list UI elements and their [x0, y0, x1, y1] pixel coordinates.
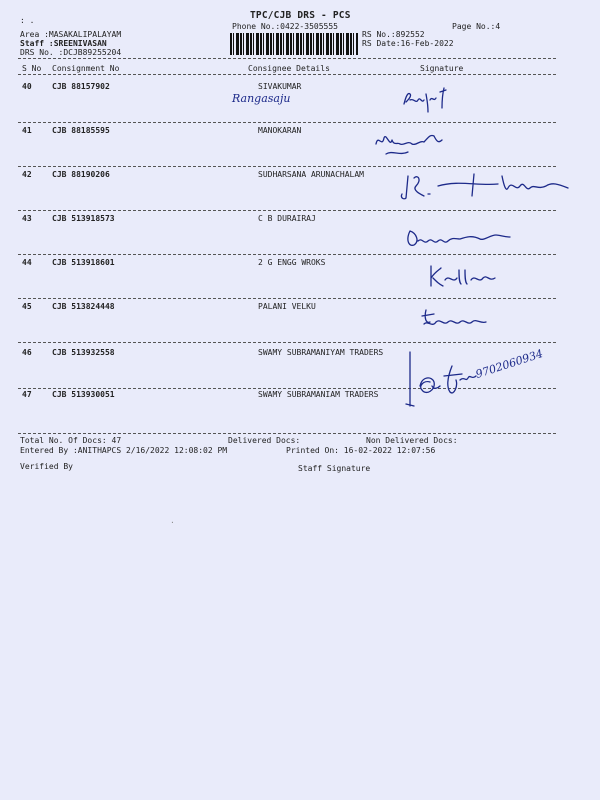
- row-serial-number: 47: [22, 390, 32, 399]
- signature-44: [425, 262, 515, 290]
- row-serial-number: 45: [22, 302, 32, 311]
- row-serial-number: 44: [22, 258, 32, 267]
- row-consignee-name: PALANI VELKU: [258, 302, 316, 311]
- signature-45: [420, 306, 500, 332]
- row-consignee-name: SWAMY SUBRAMANIAM TRADERS: [258, 390, 379, 399]
- document-title: TPC/CJB DRS - PCS: [250, 10, 351, 21]
- row-consignee-name: SUDHARSANA ARUNACHALAM: [258, 170, 364, 179]
- column-header-divider: [18, 74, 556, 75]
- phone-number: Phone No.:0422-3505555: [232, 22, 338, 31]
- row-consignment-number: CJB 513930051: [52, 390, 115, 399]
- col-header-consignee: Consignee Details: [248, 64, 330, 73]
- row-divider: [18, 122, 556, 123]
- row-consignee-name: SWAMY SUBRAMANIYAM TRADERS: [258, 348, 384, 357]
- row-consignee-name: MANOKARAN: [258, 126, 302, 135]
- row-serial-number: 41: [22, 126, 32, 135]
- signature-46-47: [396, 346, 586, 412]
- row-consignment-number: CJB 513918601: [52, 258, 115, 267]
- rs-number: RS No.:892552: [362, 30, 425, 39]
- row-consignment-number: CJB 88185595: [52, 126, 110, 135]
- signature-43: [400, 225, 520, 255]
- handwritten-phone-note: 9702060934: [473, 347, 545, 381]
- row-serial-number: 46: [22, 348, 32, 357]
- drs-number: DRS No. :DCJB89255204: [20, 48, 122, 57]
- col-header-sno: S No: [22, 64, 42, 73]
- col-header-signature: Signature: [420, 64, 464, 73]
- area-label: Area :MASAKALIPALAYAM: [20, 30, 122, 39]
- header-divider: [18, 58, 556, 59]
- row-consignment-number: CJB 513932558: [52, 348, 115, 357]
- row-serial-number: 40: [22, 82, 32, 91]
- row-consignee-name: C B DURAIRAJ: [258, 214, 316, 223]
- row-divider: [18, 210, 556, 211]
- footer-divider: [18, 433, 556, 434]
- row-serial-number: 43: [22, 214, 32, 223]
- row-serial-number: 42: [22, 170, 32, 179]
- row-consignee-name: SIVAKUMAR: [258, 82, 302, 91]
- row-consignment-number: CJB 88190206: [52, 170, 110, 179]
- verified-by-label: Verified By: [20, 462, 73, 471]
- total-docs: Total No. Of Docs: 47: [20, 436, 122, 445]
- col-header-consignment: Consignment No: [52, 64, 120, 73]
- row-consignee-name: 2 G ENGG WROKS: [258, 258, 326, 267]
- signature-41: [368, 128, 478, 162]
- row-divider: [18, 298, 556, 299]
- non-delivered-docs: Non Delivered Docs:: [366, 436, 458, 445]
- rs-date: RS Date:16-Feb-2022: [362, 39, 454, 48]
- staff-label: Staff :SREENIVASAN: [20, 39, 107, 48]
- row-consignment-number: CJB 88157902: [52, 82, 110, 91]
- entered-by: Entered By :ANITHAPCS 2/16/2022 12:08:02 PM: [20, 446, 228, 455]
- barcode: [230, 33, 358, 55]
- row-divider: [18, 342, 556, 343]
- staff-signature-label: Staff Signature: [298, 464, 371, 473]
- signature-42: [398, 166, 578, 206]
- page-number: Page No.:4: [452, 22, 501, 31]
- handwritten-receiver-name: Rangasaju: [232, 92, 291, 105]
- signature-40: [400, 86, 480, 116]
- row-consignment-number: CJB 513824448: [52, 302, 115, 311]
- speck-mark: ·: [170, 518, 175, 527]
- corner-mark: : .: [20, 16, 35, 25]
- delivered-docs: Delivered Docs:: [228, 436, 301, 445]
- row-consignment-number: CJB 513918573: [52, 214, 115, 223]
- printed-on: Printed On: 16-02-2022 12:07:56: [286, 446, 436, 455]
